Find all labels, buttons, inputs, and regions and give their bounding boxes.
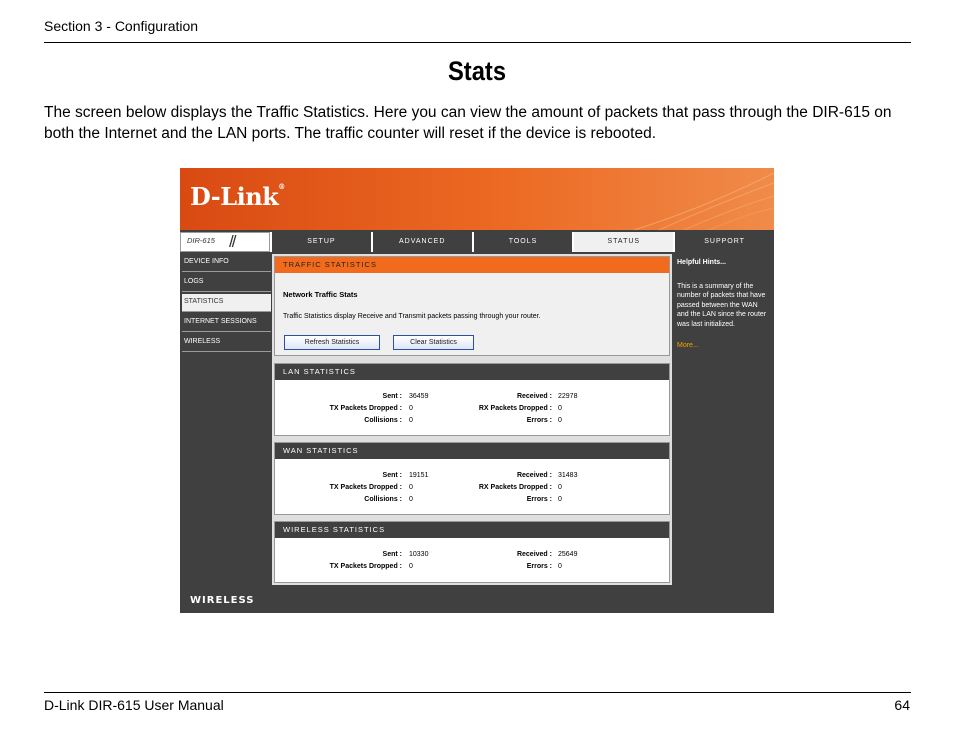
wireless-received-label: Received : xyxy=(516,551,552,558)
wan-tx-dropped-label: TX Packets Dropped : xyxy=(329,484,402,491)
wan-errors-label: Errors : xyxy=(526,496,552,503)
sidebar-item-statistics[interactable]: STATISTICS xyxy=(182,294,271,312)
lan-statistics-panel xyxy=(274,363,670,436)
lan-sent-label: Sent : xyxy=(382,393,402,400)
lan-collisions-label: Collisions : xyxy=(364,417,402,424)
wireless-statistics-heading: WIRELESS STATISTICS xyxy=(275,522,669,538)
router-main-content xyxy=(272,254,672,585)
lan-errors-label: Errors : xyxy=(526,417,552,424)
wireless-logo: WIRELESS xyxy=(190,595,255,606)
wireless-tx-dropped-label: TX Packets Dropped : xyxy=(329,563,402,570)
traffic-subheading: Network Traffic Stats xyxy=(283,290,358,299)
model-label: DIR-615 xyxy=(187,236,215,245)
wan-rx-dropped-value: 0 xyxy=(558,484,562,491)
wireless-sent-value: 10330 xyxy=(409,551,429,558)
lan-rx-dropped-label: RX Packets Dropped : xyxy=(478,405,552,412)
refresh-statistics-button[interactable]: Refresh Statistics xyxy=(284,335,380,350)
clear-statistics-button[interactable]: Clear Statistics xyxy=(393,335,474,350)
dlink-logo xyxy=(190,182,285,211)
wireless-errors-label: Errors : xyxy=(526,563,552,570)
wireless-tx-dropped-value: 0 xyxy=(409,563,413,570)
lan-received-value: 22978 xyxy=(558,393,578,400)
header-divider xyxy=(44,42,911,43)
lan-errors-value: 0 xyxy=(558,417,562,424)
traffic-statistics-panel xyxy=(274,256,670,356)
wan-received-label: Received : xyxy=(516,472,552,479)
sidebar-item-logs[interactable]: LOGS xyxy=(182,274,271,292)
tab-setup[interactable]: SETUP xyxy=(270,232,371,252)
tab-support[interactable]: SUPPORT xyxy=(673,232,774,252)
wan-collisions-value: 0 xyxy=(409,496,413,503)
wan-sent-value: 19151 xyxy=(409,472,429,479)
model-slash-graphic: // xyxy=(229,232,235,251)
hints-text: This is a summary of the number of packets that have passed between the WAN and the LAN since the router was last initialized. xyxy=(677,282,767,328)
wan-received-value: 31483 xyxy=(558,472,578,479)
intro-paragraph: The screen below displays the Traffic Statistics. Here you can view the amount of packets that pass through the DIR-615 on both the Internet and the LAN ports. The traffic counter will reset if the device is rebooted. xyxy=(44,104,892,142)
wan-rx-dropped-label: RX Packets Dropped : xyxy=(478,484,552,491)
page-title: Stats xyxy=(447,56,507,86)
helpful-hints-panel xyxy=(674,254,773,585)
model-box xyxy=(180,232,270,252)
lan-received-label: Received : xyxy=(516,393,552,400)
lan-tx-dropped-label: TX Packets Dropped : xyxy=(329,405,402,412)
lan-rx-dropped-value: 0 xyxy=(558,405,562,412)
wireless-errors-value: 0 xyxy=(558,563,562,570)
tab-tools[interactable]: TOOLS xyxy=(472,232,573,252)
traffic-description: Traffic Statistics display Receive and Transmit packets passing through your router. xyxy=(283,313,541,320)
footer-manual-title: D-Link DIR-615 User Manual xyxy=(44,697,224,713)
wireless-received-value: 25649 xyxy=(558,551,578,558)
section-header: Section 3 - Configuration xyxy=(44,18,199,34)
wan-tx-dropped-value: 0 xyxy=(409,484,413,491)
lan-collisions-value: 0 xyxy=(409,417,413,424)
router-navbar xyxy=(180,232,774,252)
lan-tx-dropped-value: 0 xyxy=(409,405,413,412)
traffic-statistics-heading: TRAFFIC STATISTICS xyxy=(275,257,669,273)
lan-sent-value: 36459 xyxy=(409,393,429,400)
dlink-logo-text: D-Link xyxy=(190,182,279,211)
footer-page-number: 64 xyxy=(894,697,910,713)
registered-mark: ® xyxy=(278,182,285,191)
wan-sent-label: Sent : xyxy=(382,472,402,479)
hints-title: Helpful Hints... xyxy=(677,259,726,266)
hints-more-link[interactable]: More... xyxy=(677,342,699,349)
wan-statistics-panel xyxy=(274,442,670,515)
sidebar-item-device-info[interactable]: DEVICE INFO xyxy=(182,254,271,272)
sidebar-item-wireless[interactable]: WIRELESS xyxy=(182,334,271,352)
wan-errors-value: 0 xyxy=(558,496,562,503)
router-sidebar xyxy=(182,254,271,585)
router-screenshot xyxy=(180,168,774,613)
sidebar-item-internet-sessions[interactable]: INTERNET SESSIONS xyxy=(182,314,271,332)
banner-swoosh-graphic xyxy=(614,168,774,230)
wireless-statistics-panel xyxy=(274,521,670,583)
wan-collisions-label: Collisions : xyxy=(364,496,402,503)
tab-status[interactable]: STATUS xyxy=(572,232,673,252)
lan-statistics-heading: LAN STATISTICS xyxy=(275,364,669,380)
router-footer-bar xyxy=(180,587,774,613)
footer-divider xyxy=(44,692,911,693)
wireless-sent-label: Sent : xyxy=(382,551,402,558)
wan-statistics-heading: WAN STATISTICS xyxy=(275,443,669,459)
router-banner xyxy=(180,168,774,230)
tab-advanced[interactable]: ADVANCED xyxy=(371,232,472,252)
